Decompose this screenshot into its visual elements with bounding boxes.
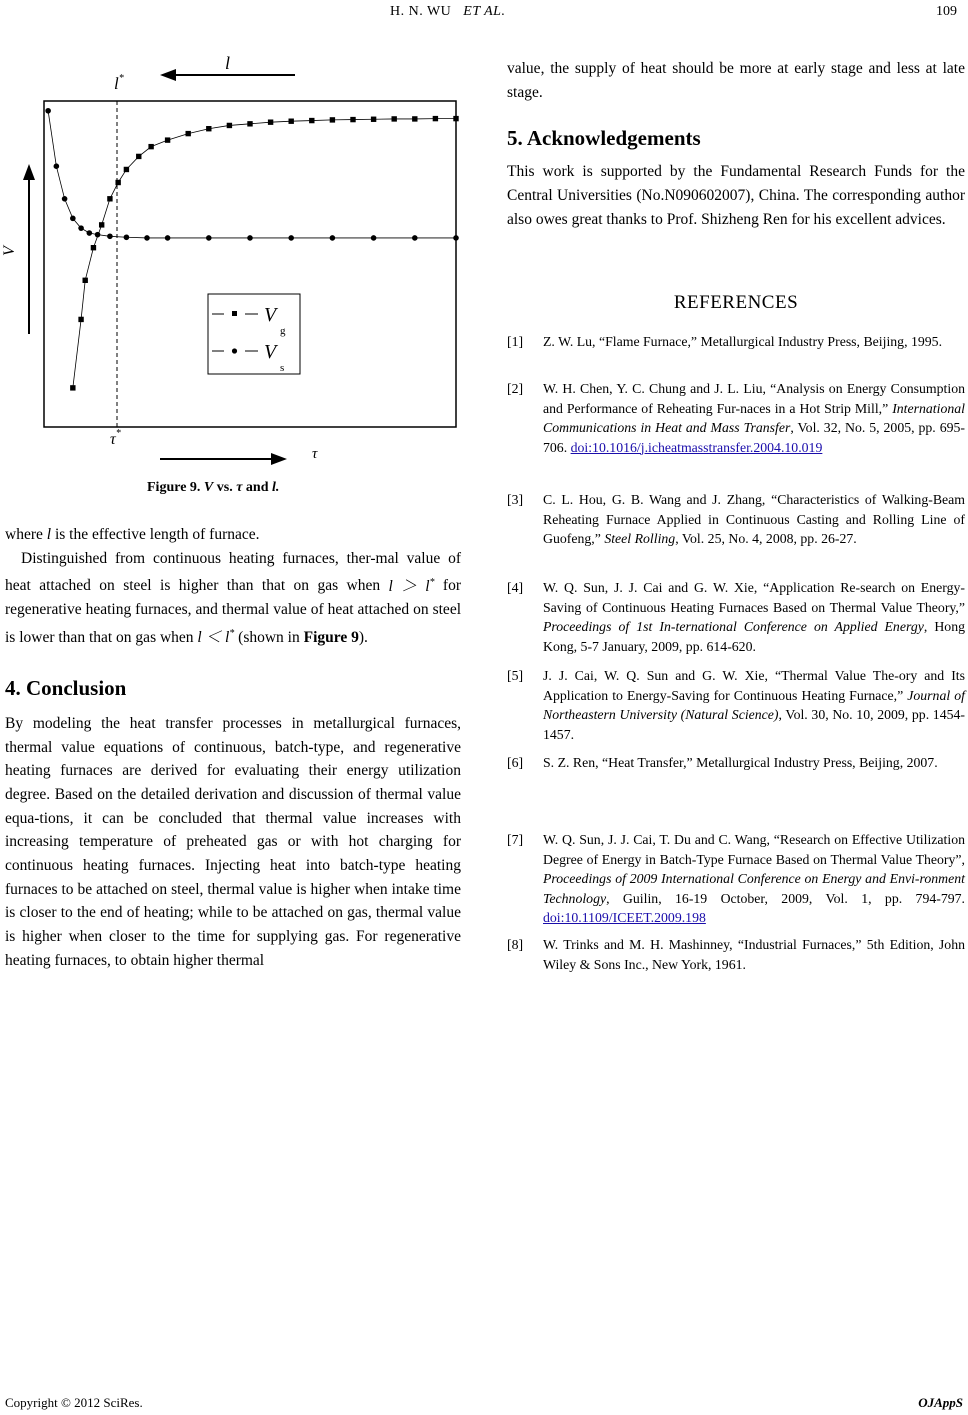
point-Vs-8 (124, 234, 130, 240)
reference-item (507, 935, 965, 974)
reference-number: [5] (507, 668, 524, 683)
tau-arrow-head (271, 453, 287, 465)
legend-circle-marker (232, 348, 237, 353)
legend-box (208, 294, 300, 374)
reference-number: [7] (507, 832, 524, 847)
figure-caption: Figure 9. V vs. τ and l. (147, 480, 280, 495)
point-Vg-19 (350, 117, 355, 122)
v-arrow-head (23, 164, 35, 180)
journal-name: OJAppS (918, 1395, 963, 1410)
reference-number: [3] (507, 492, 524, 507)
right-column-text (507, 57, 965, 232)
point-Vg-2 (83, 278, 88, 283)
l-label: l (225, 53, 231, 73)
point-Vg-1 (78, 317, 83, 322)
reference-text: J. J. Cai, W. Q. Sun and G. W. Xie, “Thermal Value The-ory and Its Application to Energy-Saving for Continuous Heating Furnace,” Journal of Northeastern University (Natural Science), Vol. 30, No. 10, 2009, pp. 1454-1457. (543, 668, 965, 742)
legend-square-marker (232, 311, 237, 316)
reference-text: W. H. Chen, Y. C. Chung and J. L. Liu, “Analysis on Energy Consumption and Performance of Reheating Fur-naces in a Hot Strip Mill,” International Communications in Heat and Mass Transfer, Vol. 32, No. 5, 2005, pp. 695-706. doi:10.1016/j.icheatmasstransfer.2004.10.019 (543, 381, 965, 455)
point-Vg-5 (107, 196, 112, 201)
point-Vg-8 (136, 154, 141, 159)
page-number: 109 (936, 4, 957, 19)
point-Vg-17 (309, 118, 314, 123)
point-Vs-15 (371, 235, 377, 241)
figure-9 (0, 44, 470, 514)
point-Vg-3 (91, 245, 96, 250)
reference-number: [2] (507, 381, 524, 396)
point-Vg-7 (124, 167, 129, 172)
point-Vs-2 (62, 196, 68, 202)
reference-number: [1] (507, 334, 524, 349)
point-Vg-15 (268, 119, 273, 124)
point-Vg-21 (392, 116, 397, 121)
point-Vs-13 (288, 235, 294, 241)
reference-item (507, 830, 965, 928)
doi-link[interactable]: doi:10.1109/ICEET.2009.198 (543, 910, 706, 925)
l-arrow-head (160, 69, 176, 81)
point-Vs-12 (247, 235, 253, 241)
reference-item (507, 666, 965, 744)
point-Vg-6 (115, 180, 120, 185)
reference-text: W. Q. Sun, J. J. Cai, T. Du and C. Wang, “Research on Effective Utilization Degree of Energy in Batch-Type Furnace Based on Thermal Value Theory”, Proceedings of 2009 International Conference on Energy and Envi-ronment Technology, Guilin, 16-19 October, 2009, Vol. 1, pp. 794-797. doi:10.1109/ICEET.2009.198 (543, 832, 965, 925)
tau-axis-label: τ (312, 446, 318, 462)
point-Vg-20 (371, 117, 376, 122)
point-Vs-3 (70, 216, 76, 222)
reference-number: [6] (507, 755, 524, 770)
reference-item (507, 753, 965, 773)
point-Vs-1 (54, 163, 60, 169)
reference-text: Z. W. Lu, “Flame Furnace,” Metallurgical Industry Press, Beijing, 1995. (543, 334, 943, 349)
continuation-paragraph: value, the supply of heat should be more at early stage and less at late stage. (507, 60, 965, 101)
reference-text: W. Trinks and M. H. Mashinney, “Industrial Furnaces,” 5th Edition, John Wiley & Sons Inc., New York, 1961. (543, 937, 965, 972)
copyright: Copyright © 2012 SciRes. (5, 1395, 143, 1410)
reference-text: C. L. Hou, G. B. Wang and J. Zhang, “Characteristics of Walking-Beam Reheating Furnace Applied in Continuous Casting and Rolling Line of Guofeng,” Steel Rolling, Vol. 25, No. 4, 2008, pp. 26-27. (543, 492, 965, 546)
l-star-label: l* (114, 73, 124, 93)
reference-item (507, 379, 965, 457)
point-Vg-10 (165, 137, 170, 142)
point-Vs-14 (330, 235, 336, 241)
point-Vg-24 (453, 116, 458, 121)
point-Vg-11 (186, 131, 191, 136)
point-Vg-12 (206, 126, 211, 131)
conclusion-heading: 4. Conclusion (5, 675, 127, 700)
figure-9-plot (0, 44, 470, 514)
series-Vs-line (48, 111, 456, 238)
point-Vs-16 (412, 235, 418, 241)
distinguished-paragraph: Distinguished from continuous heating furnaces, ther-mal value of heat attached on steel is higher than that on gas when l ＞ l* for regenerative heating furnaces, and thermal value of heat attached on steel is lower than that on gas when l ＜ l* (shown in Figure 9). (5, 549, 461, 647)
point-Vg-0 (70, 385, 75, 390)
acknowledgements-body: This work is supported by the Fundamental Research Funds for the Central Universities (No.N090602007), China. The corresponding author also owes great thanks to Prof. Shizheng Ren for his excellent advices. (507, 163, 965, 228)
point-Vs-11 (206, 235, 212, 241)
point-Vg-13 (227, 123, 232, 128)
v-axis-label: V (1, 246, 18, 256)
left-column-text (5, 523, 461, 973)
acknowledgements-heading: 5. Acknowledgements (507, 126, 701, 151)
reference-text: S. Z. Ren, “Heat Transfer,” Metallurgical Industry Press, Beijing, 2007. (543, 755, 938, 770)
doi-link[interactable]: doi:10.1016/j.icheatmasstransfer.2004.10.019 (570, 439, 823, 455)
running-header (0, 4, 968, 24)
point-Vs-9 (144, 235, 150, 241)
point-Vs-5 (87, 230, 93, 236)
plot-frame (44, 101, 456, 427)
legend-vs-sub: s (280, 362, 285, 374)
tau-star-label: τ* (110, 428, 121, 448)
point-Vg-18 (330, 117, 335, 122)
point-Vg-4 (99, 222, 104, 227)
header-authors: H. N. WU ET AL. (390, 4, 506, 19)
reference-item (507, 332, 965, 352)
point-Vg-22 (412, 116, 417, 121)
reference-item (507, 578, 965, 656)
reference-number: [4] (507, 580, 524, 595)
reference-item (507, 490, 965, 549)
legend-vs-symbol: V (264, 341, 277, 363)
point-Vg-9 (148, 144, 153, 149)
point-Vg-23 (433, 116, 438, 121)
where-paragraph: where l is the effective length of furnace. (5, 526, 260, 543)
legend-vg-sub: g (280, 325, 286, 337)
references-title: REFERENCES (673, 292, 799, 313)
point-Vs-0 (45, 108, 51, 114)
reference-number: [8] (507, 937, 524, 952)
conclusion-body: By modeling the heat transfer processes in metallurgical furnaces, thermal value equations of continuous, batch-type, and regenerative heating furnaces are derived for evaluating their energy utilization degree. Based on the detailed derivation and discussion of thermal value equa-tions, it can be concluded that thermal value increases with increasing temperature of preheated gas or with hot charging for continuous heating furnaces. Injecting heat into batch-type heating furnaces to be attached on steel, thermal value is higher when intake time is closer to the end of heating; while to be attached on gas, thermal value is higher when closer to the time for supplying gas. For regenerative heating furnaces, to obtain higher thermal (5, 714, 461, 969)
point-Vs-6 (95, 232, 101, 238)
point-Vg-16 (289, 119, 294, 124)
reference-text: W. Q. Sun, J. J. Cai and G. W. Xie, “Application Re-search on Energy-Saving of Continuous Heating Furnaces Based on Thermal Value Theory,” Proceedings of 1st In-ternational Conference on Applied Energy, Hong Kong, 5-7 January, 2009, pp. 614-620. (543, 580, 965, 654)
point-Vs-10 (165, 235, 171, 241)
legend-vg-symbol: V (264, 304, 277, 326)
point-Vs-17 (453, 235, 459, 241)
point-Vg-14 (247, 121, 252, 126)
point-Vs-4 (78, 225, 84, 231)
point-Vs-7 (107, 233, 113, 239)
